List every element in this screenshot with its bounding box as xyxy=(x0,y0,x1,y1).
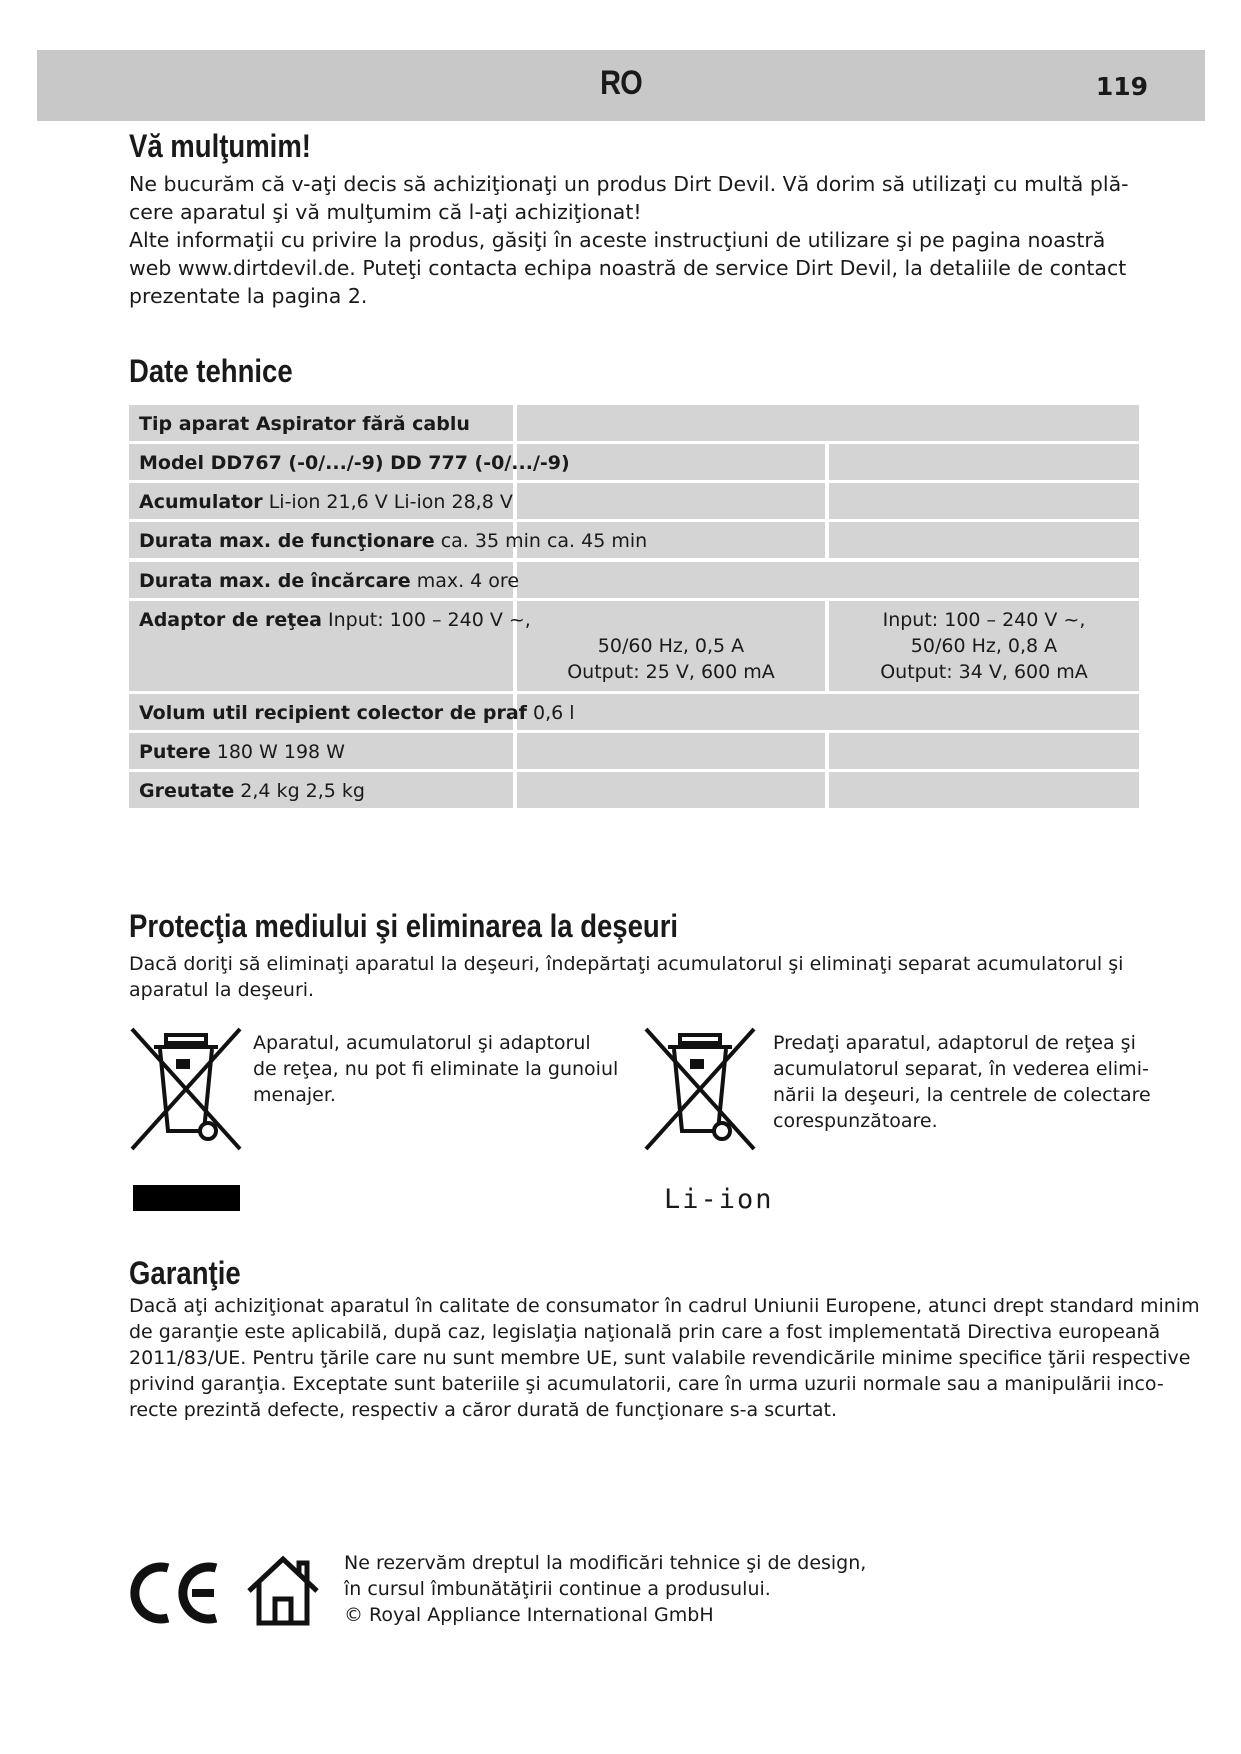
spec-label: Durata max. de încărcare xyxy=(139,570,411,592)
li-ion-label: Li-ion xyxy=(664,1184,774,1215)
page-header xyxy=(37,50,1205,121)
spec-label: Durata max. de funcţionare xyxy=(139,530,435,552)
spec-row xyxy=(129,405,1139,441)
warranty-title: Garanţie xyxy=(129,1255,241,1291)
footer-text: Ne rezervăm dreptul la modificări tehnice şi de design, în cursul îmbunătăţirii continue a produsului. © Royal Appliance International GmbH xyxy=(344,1552,867,1626)
adapter-col2 xyxy=(829,607,1139,685)
language-code: RO xyxy=(600,64,642,102)
spec-text xyxy=(139,701,575,725)
spec-label: Putere xyxy=(139,741,211,763)
specs-title: Date tehnice xyxy=(129,353,293,389)
spec-row xyxy=(129,772,1139,808)
adapter-col2-line: 50/60 Hz, 0,8 A xyxy=(910,635,1058,657)
spec-text xyxy=(139,740,345,764)
bin-left-text: Aparatul, acumulatorul şi adaptorul de reţea, nu pot fi eliminate la gunoiul menajer. xyxy=(253,1032,619,1106)
spec-value: DD767 (-0/.../-9) DD 777 (-0/.../-9) xyxy=(203,452,570,474)
spec-value: 2,4 kg 2,5 kg xyxy=(234,780,365,802)
adapter-col2-line: Input: 100 – 240 V ~, xyxy=(882,609,1086,631)
thanks-paragraph: Ne bucurăm că v-aţi decis să achiziţionaţi un produs Dirt Devil. Vă dorim să utilizaţi cu multă plă- cere aparatul şi vă mulţumim că l-aţi achiziţionat! Alte informaţii cu privire la produs, găsiţi în aceste instrucţiuni de utilizare şi pe pagina noastră web www.dirtdevil.de. Puteţi contacta echipa noastră de service Dirt Devil, la detaliile de contact prezentate la pagina 2. xyxy=(129,172,1129,308)
page-number: 119 xyxy=(1095,72,1148,101)
environment-intro: Dacă doriţi să eliminaţi aparatul la deşeuri, îndepărtaţi acumulatorul şi eliminaţi separat acumulatorul şi aparatul la deşeuri. xyxy=(129,953,1124,1001)
spec-label: Acumulator xyxy=(139,491,263,513)
separate-collection-bar xyxy=(133,1185,240,1211)
spec-value: 0,6 l xyxy=(526,702,575,724)
adapter-col1-line: 50/60 Hz, 0,5 A xyxy=(597,635,745,657)
spec-text xyxy=(139,779,365,803)
spec-cell xyxy=(517,772,829,808)
spec-value: Li-ion 21,6 V Li-ion 28,8 V xyxy=(262,491,513,513)
spec-value: 180 W 198 W xyxy=(210,741,345,763)
spec-text xyxy=(139,412,470,436)
warranty-paragraph: Dacă aţi achiziţionat aparatul în calitate de consumator în cadrul Uniunii Europene, atunci drept standard minim de garanţie este aplicabilă, după caz, legislaţia naţională prin care a fost implementată Directiva europeană 2011/83/UE. Pentru ţările care nu sunt membre UE, sunt valabile revendicările minime specifice ţării respective privind garanţia. Exceptate sunt bateriile şi acumulatorii, care în urma uzurii normale sau a manipulării inco- recte prezintă defecte, respectiv a căror durată de funcţionare s-a scurtat. xyxy=(129,1295,1200,1421)
adapter-col2-line: Output: 34 V, 600 mA xyxy=(880,661,1088,683)
spec-row xyxy=(129,694,1139,730)
spec-label: Tip aparat xyxy=(139,413,250,435)
spec-text xyxy=(139,608,531,632)
spec-text xyxy=(139,490,513,514)
spec-row xyxy=(129,522,1139,558)
thanks-title: Vă mulţumim! xyxy=(129,128,311,164)
bin-right-text: Predaţi aparatul, adaptorul de reţea şi acumulatorul separat, în vederea elimi- nării la deşeuri, la centrele de colectare corespunzătoare. xyxy=(773,1032,1151,1132)
spec-row xyxy=(129,444,1139,480)
spec-text xyxy=(139,451,570,475)
spec-value: Input: 100 – 240 V ~, xyxy=(322,609,531,631)
house-icon xyxy=(245,1555,321,1627)
ce-mark-icon xyxy=(126,1560,222,1626)
environment-title: Protecţia mediului şi eliminarea la deşeuri xyxy=(129,908,679,944)
spec-text xyxy=(139,529,647,553)
adapter-col1-line: Output: 25 V, 600 mA xyxy=(567,661,775,683)
spec-label: Greutate xyxy=(139,780,235,802)
spec-row xyxy=(129,601,1139,691)
spec-value: Aspirator fără cablu xyxy=(249,413,470,435)
spec-label: Model xyxy=(139,452,204,474)
spec-value: max. 4 ore xyxy=(410,570,520,592)
spec-label: Volum util recipient colector de praf xyxy=(139,702,527,724)
spec-row xyxy=(129,562,1139,598)
spec-text xyxy=(139,569,519,593)
spec-label: Adaptor de reţea xyxy=(139,609,322,631)
adapter-col1 xyxy=(517,633,825,685)
crossed-bin-icon xyxy=(640,1025,760,1153)
spec-cell xyxy=(517,733,829,769)
crossed-bin-icon xyxy=(126,1025,246,1153)
spec-cell xyxy=(517,483,829,519)
spec-row xyxy=(129,483,1139,519)
spec-value: ca. 35 min ca. 45 min xyxy=(434,530,648,552)
spec-row xyxy=(129,733,1139,769)
